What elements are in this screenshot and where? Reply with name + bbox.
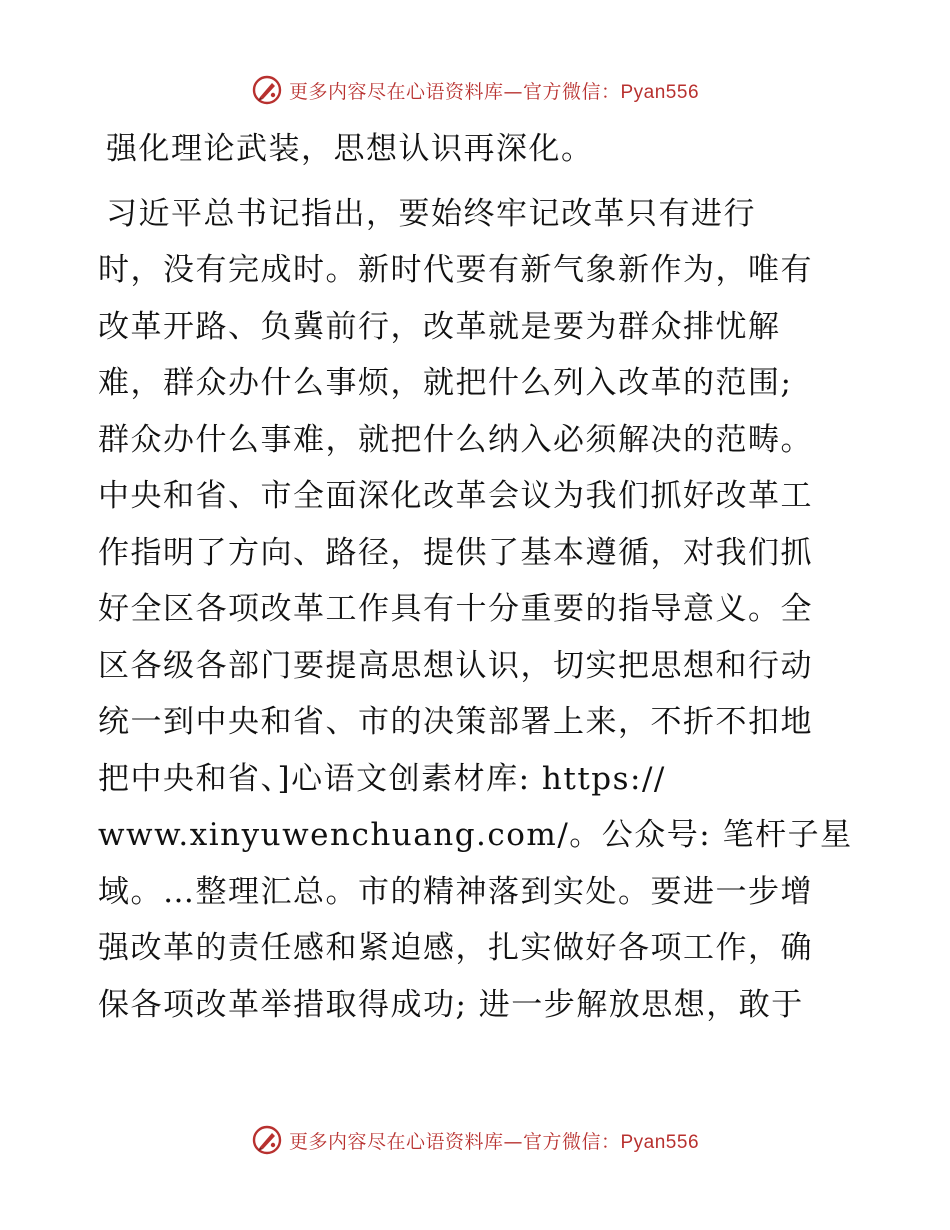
pen-logo-icon: [251, 74, 283, 106]
header-account: Pyan556: [620, 81, 700, 103]
footer-watermark: [0, 1120, 950, 1160]
text-line: 中央和省、市全面深化改革会议为我们抓好改革工: [98, 478, 813, 514]
paragraph-heading: 强化理论武装，思想认识再深化。: [106, 131, 594, 167]
text-line: 作指明了方向、路径，提供了基本遵循，对我们抓: [98, 534, 813, 571]
footer-watermark-text: [289, 1127, 699, 1154]
text-line: www.xinyuwenchuang.com/。公众号: 笔杆子星: [98, 817, 853, 853]
footer-account: Pyan556: [620, 1131, 700, 1153]
header-wechat-label: 官方微信：: [522, 80, 621, 103]
text-line: 好全区各项改革工作具有十分重要的指导意义。全: [98, 591, 813, 627]
footer-separator: —: [503, 1130, 523, 1153]
header-watermark: [0, 70, 950, 110]
pen-logo-icon: [251, 1124, 283, 1156]
text-line: 强改革的责任感和紧迫感，扎实做好各项工作，确: [98, 930, 813, 966]
header-watermark-text: [289, 77, 699, 104]
header-separator: —: [503, 80, 523, 103]
text-line: 难，群众办什么事烦，就把什么列入改革的范围;: [98, 365, 793, 401]
text-line: 习近平总书记指出，要始终牢记改革只有进行: [106, 195, 756, 232]
header-site-text: 更多内容尽在心语资料库: [288, 80, 504, 103]
text-line: 改革开路、负冀前行，改革就是要为群众排忧解: [98, 308, 781, 345]
text-line: 群众办什么事难，就把什么纳入必须解决的范畴。: [98, 421, 813, 458]
text-line: 保各项改革举措取得成功; 进一步解放思想，敢于: [98, 986, 804, 1023]
text-line: 把中央和省、]心语文创素材库: https://: [98, 760, 666, 797]
text-line: 域。…整理汇总。市的精神落到实处。要进一步增: [98, 873, 813, 910]
footer-wechat-label: 官方微信：: [522, 1130, 621, 1153]
text-line: 时，没有完成时。新时代要有新气象新作为，唯有: [98, 252, 813, 288]
document-body: [98, 121, 858, 1033]
footer-site-text: 更多内容尽在心语资料库: [288, 1130, 504, 1153]
text-line: 区各级各部门要提高思想认识，切实把思想和行动: [98, 647, 813, 684]
text-line: 统一到中央和省、市的决策部署上来，不折不扣地: [98, 704, 813, 740]
